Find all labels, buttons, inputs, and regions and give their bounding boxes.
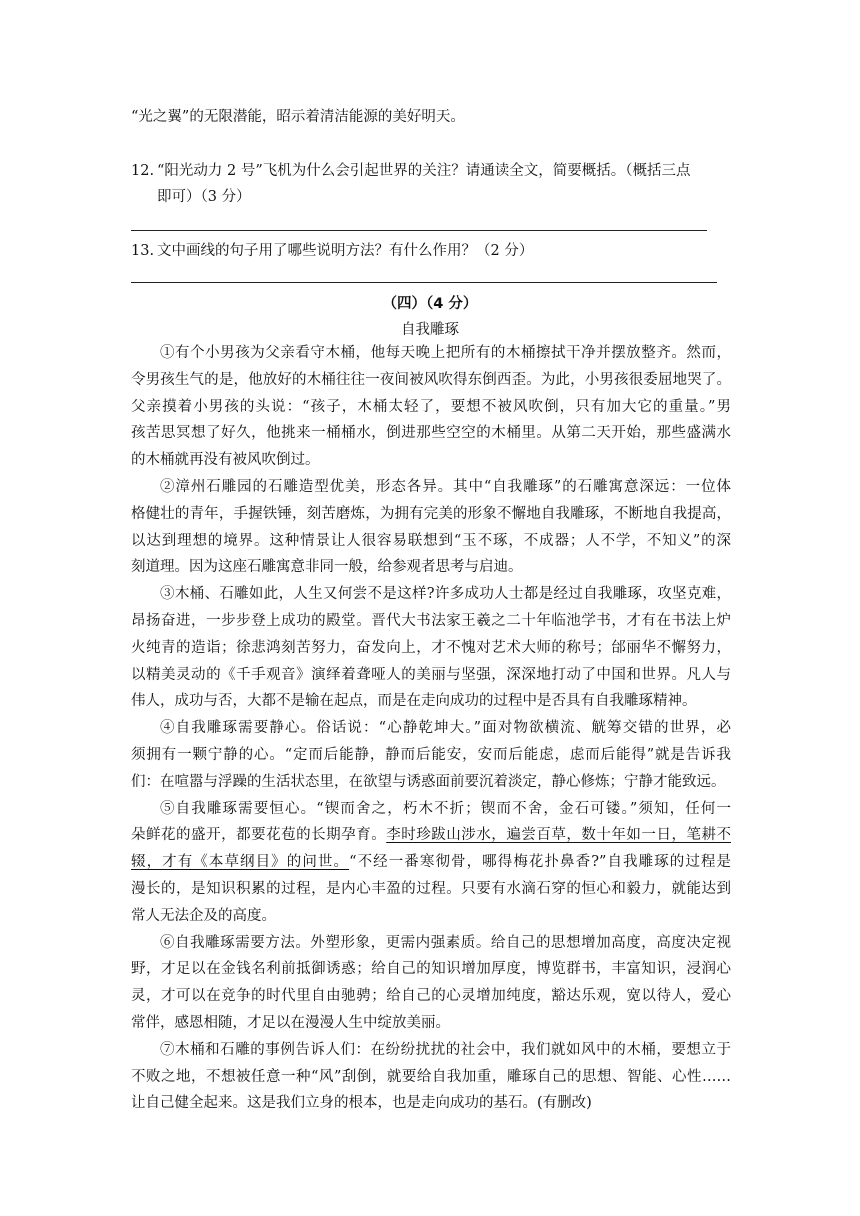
- text-line: 父亲摸着小男孩的头说：“孩子，木桶太轻了，要想不被风吹倒，只有加大它的重量。”男: [131, 398, 731, 415]
- paragraph-2: [131, 474, 731, 581]
- section-heading: （四）（4 分）: [382, 296, 478, 312]
- question-12-number: 12.: [131, 163, 155, 179]
- paragraph-4: [131, 715, 731, 795]
- underlined-sentence: 李时珍跋山涉水，遍尝百草，数十年如一日，笔耕不: [386, 827, 731, 844]
- paragraph-1: [131, 340, 731, 474]
- text-line: 格健壮的青年，手握铁锤，刻苦磨炼，为拥有完美的形象不懈地自我雕琢，不断地自我提高，: [131, 505, 731, 522]
- question-13-text: 文中画线的句子用了哪些说明方法？有什么作用？（2 分）: [157, 243, 534, 259]
- answer-line-13[interactable]: [131, 282, 717, 283]
- paragraph-5: [131, 796, 731, 930]
- paragraph-3: [131, 581, 731, 715]
- intro-text-line: “光之翼”的无限潜能，昭示着清洁能源的美好明天。: [131, 109, 465, 125]
- text-line: 野，才足以在金钱名利前抵御诱惑；给自己的知识增加厚度，博览群书，丰富知识，浸润心: [131, 961, 731, 978]
- paragraph-6: [131, 930, 731, 1037]
- question-12: [131, 158, 731, 210]
- text-line: 的木桶就再没有被风吹倒过。: [131, 452, 320, 469]
- paragraph-7: [131, 1037, 731, 1117]
- text-line: 漫长的，是知识积累的过程，是内心丰盈的过程。只要有水滴石穿的恒心和毅力，就能达到: [131, 880, 731, 897]
- text-line: 刻道理。因为这座石雕寓意非同一般，给参观者思考与启迪。: [131, 559, 523, 576]
- question-13-number: 13.: [131, 243, 155, 259]
- text-line: 们：在喧嚣与浮躁的生活状态里，在欲望与诱惑面前要沉着淡定，静心修炼；宁静才能致远。: [131, 773, 726, 790]
- question-13: [131, 238, 731, 264]
- answer-line-12[interactable]: [131, 230, 707, 231]
- text-line: [131, 849, 731, 876]
- text-line: [131, 822, 731, 849]
- text-line: ②漳州石雕园的石雕造型优美，形态各异。其中“自我雕琢”的石雕寓意深远：一位体: [160, 478, 731, 495]
- text-line: 伟人，成功与否，大都不是输在起点，而是在走向成功的过程中是否具有自我雕琢精神。: [131, 693, 697, 710]
- text-line: ①有个小男孩为父亲看守木桶，他每天晚上把所有的木桶擦拭干净并摆放整齐。然而，: [160, 345, 731, 361]
- text-line: ⑤自我雕琢需要恒心。“锲而舍之，朽木不折；锲而不舍，金石可镂。”须知，任何一: [160, 800, 731, 817]
- text-line: 火纯青的造诣；徐悲鸿刻苦努力，奋发向上，才不愧对艺术大师的称号；邰丽华不懈努力，: [131, 639, 731, 656]
- text-line: 常人无法企及的高度。: [131, 907, 276, 924]
- article-title: 自我雕琢: [401, 322, 459, 338]
- text-line: 灵，才可以在竞争的时代里自由驰骋；给自己的心灵增加纯度，豁达乐观，宽以待人，爱心: [131, 988, 731, 1005]
- plain-text: 朵鲜花的盛开，都要花苞的长期孕育。: [131, 827, 387, 844]
- article-body: [131, 340, 731, 1117]
- question-12-line1: [131, 158, 731, 184]
- text-line: ④自我雕琢需要静心。俗话说：“心静乾坤大。”面对物欲横流、觥筹交错的世界，必: [160, 720, 731, 737]
- text-line: 让自己健全起来。这是我们立身的根本，也是走向成功的基石。(有删改): [131, 1095, 592, 1112]
- text-line: 以达到理想的境界。这种情景让人很容易联想到“玉不琢，不成器；人不学，不知义”的深: [131, 532, 731, 549]
- text-line: ⑥自我雕琢需要方法。外塑形象，更需内强素质。给自己的思想增加高度，高度决定视: [160, 934, 731, 951]
- question-12-line2: 即可）（3 分）: [157, 189, 251, 205]
- text-line: 孩苦思冥想了好久，他挑来一桶桶水，倒进那些空空的木桶里。从第二天开始，那些盛满水: [131, 425, 731, 442]
- text-line: 常伴，感恩相随，才足以在漫漫人生中绽放美丽。: [131, 1014, 450, 1031]
- text-line: 令男孩生气的是，他放好的木桶往往一夜间被风吹得东倒西歪。为此，小男孩很委屈地哭了。: [131, 371, 731, 388]
- text-line: ⑦木桶和石雕的事例告诉人们：在纷纷扰扰的社会中，我们就如风中的木桶，要想立于: [160, 1041, 731, 1058]
- underlined-sentence: 辍，才有《本草纲目》的问世。: [131, 854, 350, 871]
- text-line: 昂扬奋进，一步步登上成功的殿堂。晋代大书法家王羲之二十年临池学书，才有在书法上炉: [131, 612, 731, 629]
- text-line: 不败之地，不想被任意一种“风”刮倒，就要给自我加重，雕琢自己的思想、智能、心性……: [131, 1068, 731, 1085]
- text-line: ③木桶、石雕如此，人生又何尝不是这样?许多成功人士都是经过自我雕琢，攻坚克难，: [160, 586, 731, 603]
- plain-text: “不经一番寒彻骨，哪得梅花扑鼻香?”自我雕琢的过程是: [349, 854, 732, 871]
- question-12-text: “阳光动力 2 号”飞机为什么会引起世界的关注？请通读全文，简要概括。（概括三点: [157, 163, 691, 179]
- text-line: 以精美灵动的《千手观音》演绎着聋哑人的美丽与坚强，深深地打动了中国和世界。凡人与: [131, 666, 731, 683]
- text-line: 须拥有一颗宁静的心。“定而后能静，静而后能安，安而后能虑，虑而后能得”就是告诉我: [131, 746, 731, 763]
